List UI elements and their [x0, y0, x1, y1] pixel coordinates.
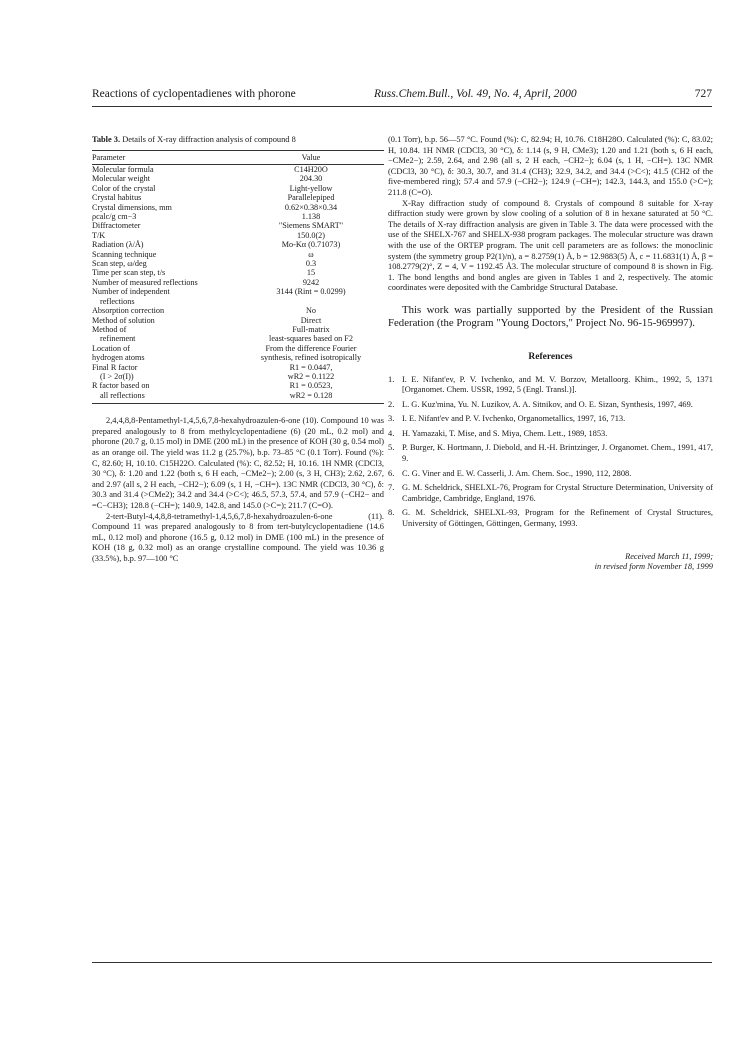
table-cell-parameter: Scan step, ω/deg: [92, 259, 147, 269]
column-header-parameter: Parameter: [92, 150, 238, 164]
table-cell-parameter: Number of measured reflections: [92, 277, 198, 287]
table-cell-value: C14H20O: [294, 165, 328, 174]
table-cell-value: Parallelepiped: [287, 193, 335, 203]
reference-item: [388, 375, 713, 396]
reference-item: [388, 400, 713, 411]
table-row: [92, 391, 384, 404]
table-cell-parameter: Crystal habitus: [92, 193, 142, 203]
table-cell-value: From the difference Fourier: [265, 343, 357, 353]
continued-paragraph: (0.1 Torr), b.p. 56—57 °C. Found (%): C, 82.94; H, 10.76. C18H28O. Calculated (%): C, 83.02; H, 10.84. 1H NMR (CDCl3, 30 °C), δ: 1.14 (s, 9 H, CMe3); 1.20 and 1.21 (both s, 6 H each, −CMe2−); 2.59, 2.64, and 2.98 (all s, 2 H each, −CH2−); 6.04 (s, 1 H, −CH=). 13C NMR (CDCl3, 30 °C), δ: 30.3, 30.7, and 31.4 (CH3); 32.9, 34.2, and 34.4 (>C<); 41.5 (CH2 of the five-membered ring); 57.4 and 57.9 (−CH2−); 124.9 (−CH=); 142.3, 144.3, and 155.0 (>C=); 211.8 (C=O).: [388, 135, 713, 197]
table-cell-value: Direct: [300, 315, 322, 325]
reference-item: [388, 443, 713, 464]
table-row: [92, 325, 384, 334]
revised-date: in revised form November 18, 1999: [594, 562, 713, 572]
table-cell-parameter: Number of independent: [92, 287, 170, 297]
table-cell-parameter: Radiation (λ/Å): [92, 240, 144, 250]
xray-table: [92, 150, 384, 405]
reference-number: 7.: [388, 483, 395, 493]
table-cell-value: "Siemens SMART": [278, 221, 344, 231]
table-cell-value: No: [305, 306, 316, 316]
table-cell-parameter: all reflections: [92, 391, 238, 404]
received-date: Received March 11, 1999;: [625, 551, 713, 561]
reference-text: G. M. Scheldrick, SHELXL-76, Program for Crystal Structure Determination, University of Cambridge, Cambridge, England, 1976.: [402, 483, 713, 503]
table-cell-parameter: hydrogen atoms: [92, 353, 145, 363]
table-row: [92, 316, 384, 325]
table-row: [92, 287, 384, 296]
table-row: [92, 174, 384, 183]
reference-text: H. Yamazaki, T. Mise, and S. Miya, Chem. Lett., 1989, 1853.: [402, 428, 608, 438]
table-row: [92, 353, 384, 362]
right-column: [388, 135, 713, 573]
table-cell-value: synthesis, refined isotropically: [260, 353, 362, 363]
table-cell-value: 0.62×0.38×0.34: [284, 202, 338, 212]
reference-text: P. Burger, K. Hortmann, J. Diebold, and H.-H. Brintzinger, J. Organomet. Chem., 1991, 417, 9.: [402, 443, 713, 464]
reference-number: 3.: [388, 414, 395, 424]
article-short-title: Reactions of cyclopentadienes with phorone: [92, 88, 296, 100]
reference-text: L. G. Kuz'mina, Yu. N. Luzikov, A. A. Sitnikov, and O. E. Sizan, Synthesis, 1997, 469.: [402, 399, 693, 409]
table-cell-parameter: Method of solution: [92, 315, 155, 325]
table-cell-value: 15: [306, 268, 316, 278]
reference-number: 4.: [388, 428, 395, 438]
reference-number: 5.: [388, 443, 395, 453]
table-cell-value: least-squares based on F2: [269, 334, 353, 344]
table-row: [92, 363, 384, 372]
table-row: [92, 259, 384, 268]
table-row: [92, 381, 384, 390]
reference-text: C. G. Viner and E. W. Casserli, J. Am. Chem. Soc., 1990, 112, 2808.: [402, 468, 632, 478]
table-cell-parameter: Diffractometer: [92, 221, 141, 231]
reference-item: [388, 469, 713, 480]
table-cell-parameter: Absorption correction: [92, 306, 165, 316]
table-row: [92, 250, 384, 259]
reference-text: I. E. Nifant'ev and P. V. Ivchenko, Organometallics, 1997, 16, 713.: [402, 414, 626, 424]
table-cell-value: 204.30: [299, 174, 323, 184]
end-rule: [92, 962, 712, 963]
table-cell-parameter: Time per scan step, t/s: [92, 268, 166, 278]
reference-number: 8.: [388, 508, 395, 518]
paragraph-text: 2-tert-Butyl-4,4,8,8-tetramethyl-1,4,5,6,7,8-hexahydroazulen-6-one (11). Compound 11 was prepared analogously to 8 from tert-butylcyclopentadiene (14.6 mL, 0.12 mol) and phorone (16.5 g, 0.12 mol) in DME (100 mL) in the presence of KOH (18 g, 0.32 mol) as an orange crystalline compound. The yield was 10.36 g (33.5%), b.p. 97—100 °C: [92, 511, 384, 563]
table-cell-parameter: Method of: [92, 324, 127, 334]
paragraph-text: 2,4,4,8,8-Pentamethyl-1,4,5,6,7,8-hexahydroazulen-6-one (10). Compound 10 was prepared analogously to 8 from methylcyclopentadiene (6) (20 mL, 0.2 mol) and phorone (20.7 g, 0.15 mol) in DME (200 mL) in the presence of KOH (30 g, 0.54 mol) as an orange oil. The yield was 11.2 g (25.7%), b.p. 73–85 °C (0.1 Torr). Found (%): C, 82.60; H, 10.10. C15H22O. Calculated (%): C, 82.52; H, 10.16. 1H NMR (CDCl3, 30 °C), δ: 1.20 and 1.22 (both s, 6 H each, −CMe2−); 2.00 (s, 3 H, CH3); 2.62, 2.67, and 2.97 (all s, 2 H each, −CH2−); 6.09 (s, 1 H, −CH=). 13C NMR (CDCl3, 30 °C), δ: 30.3 and 31.4 (>CMe2); 34.2 and 34.4 (>C<); 46.5, 57.3, 57.4, and 57.9 (−CH2− and =C−CH3); 128.8 (−CH=); 140.9, 142.8, and 145.0 (>C=); 211.7 (C=O).: [92, 416, 384, 510]
table-cell-parameter: Location of: [92, 343, 130, 353]
table-cell-value: Light-yellow: [289, 183, 333, 193]
table-cell-value: wR2 = 0.128: [238, 391, 384, 404]
table-cell-parameter: Molecular formula: [92, 165, 154, 174]
journal-citation: Russ.Chem.Bull., Vol. 49, No. 4, April, 2000: [374, 88, 577, 100]
table-cell-parameter: R factor based on: [92, 381, 150, 391]
table-row: [92, 297, 384, 306]
table-cell-parameter: (I > 2σ(I)): [100, 371, 134, 381]
table-body: [92, 165, 384, 404]
table-header-row: [92, 150, 384, 164]
table-cell-parameter: T/K: [92, 230, 106, 240]
compound-10-paragraph: [92, 416, 384, 511]
table-row: [92, 203, 384, 212]
table-cell-parameter: Final R factor: [92, 362, 138, 372]
table-row: [92, 184, 384, 193]
table-cell-parameter: Color of the crystal: [92, 183, 156, 193]
table-cell-value: 1.138: [301, 212, 321, 222]
reference-item: [388, 429, 713, 440]
received-note: [388, 552, 713, 573]
table-cell-parameter: reflections: [100, 296, 135, 306]
table-row: [92, 372, 384, 381]
table-caption-text: Details of X-ray diffraction analysis of compound 8: [122, 135, 296, 144]
table-cell-value: Full-matrix: [292, 324, 330, 334]
reference-item: [388, 414, 713, 425]
table-cell-value: Mo-Kα (0.71073): [281, 240, 341, 250]
table-cell-value: 0.3: [305, 259, 317, 269]
table-cell-value: 9242: [302, 277, 320, 287]
table-cell-value: wR2 = 0.1122: [287, 371, 335, 381]
reference-item: [388, 508, 713, 529]
reference-number: 1.: [388, 374, 395, 384]
page-number: 727: [694, 88, 712, 100]
table-row: [92, 334, 384, 343]
table-row: [92, 212, 384, 221]
reference-text: I. E. Nifant'ev, P. V. Ivchenko, and M. V. Borzov, Metalloorg. Khim., 1992, 5, 1371 [Organomet. Chem. USSR, 1992, 5 (Engl. Transl.)].: [402, 374, 713, 395]
table-cell-value: ω: [308, 249, 314, 259]
table-row: [92, 231, 384, 240]
running-head: [92, 88, 712, 107]
table-cell-value: R1 = 0.0523,: [289, 381, 333, 391]
table-cell-value: 3144 (Rint = 0.0299): [276, 287, 346, 297]
table-row: [92, 344, 384, 353]
table-row: [92, 306, 384, 315]
table-cell-parameter: ρcalc/g cm−3: [92, 212, 137, 222]
references-list: [388, 375, 713, 530]
column-header-value: Value: [238, 150, 384, 164]
table-cell-value: 150.0(2): [297, 230, 325, 240]
table-cell-value: [238, 297, 384, 306]
reference-number: 2.: [388, 399, 395, 409]
table-row: [92, 221, 384, 230]
table-cell-parameter: Crystal dimensions, mm: [92, 202, 172, 212]
reference-number: 6.: [388, 468, 395, 478]
left-column: [92, 135, 384, 564]
table-cell-value: R1 = 0.0447,: [289, 362, 333, 372]
table-label: Table 3.: [92, 135, 121, 144]
table-row: [92, 193, 384, 202]
compound-11-paragraph: [92, 512, 384, 565]
table-caption: [92, 135, 384, 146]
table-row: [92, 165, 384, 175]
table-row: [92, 268, 384, 277]
table-cell-parameter: refinement: [100, 334, 136, 344]
table-row: [92, 278, 384, 287]
acknowledgement: This work was partially supported by the President of the Russian Federation (the Program "Young Doctors," Project No. 96-15-969997).: [388, 303, 713, 329]
xray-study-paragraph: X-Ray diffraction study of compound 8. Crystals of compound 8 suitable for X-ray diffraction study were grown by slow cooling of a solution of 8 in hexane saturated at 50 °C. The details of X-ray diffraction analysis are given in Table 3. The data were processed with the use of the SHELX-767 and SHELX-938 program packages. The molecular structure was drawn with the use of the ORTEP program. The unit cell parameters are as follows: the monoclinic system (the symmetry group P2(1)/n), a = 8.2759(1) Å, b = 12.9883(5) Å, c = 11.6831(1) Å, β = 108.2779(2)°, Z = 4, V = 1192.45 Å3. The molecular structure of compound 8 is shown in Fig. 1. The bond lengths and bond angles are given in Tables 1 and 2, respectively. The atomic coordinates were deposited with the Cambridge Structural Database.: [388, 198, 713, 293]
reference-item: [388, 483, 713, 504]
table-row: [92, 240, 384, 249]
reference-text: G. M. Scheldrick, SHELXL-93, Program for the Refinement of Crystal Structures, University of Göttingen, Göttingen, Germany, 1993.: [402, 508, 713, 529]
table-cell-parameter: Molecular weight: [92, 174, 150, 184]
references-heading: References: [528, 351, 573, 362]
table-cell-parameter: Scanning technique: [92, 249, 157, 259]
